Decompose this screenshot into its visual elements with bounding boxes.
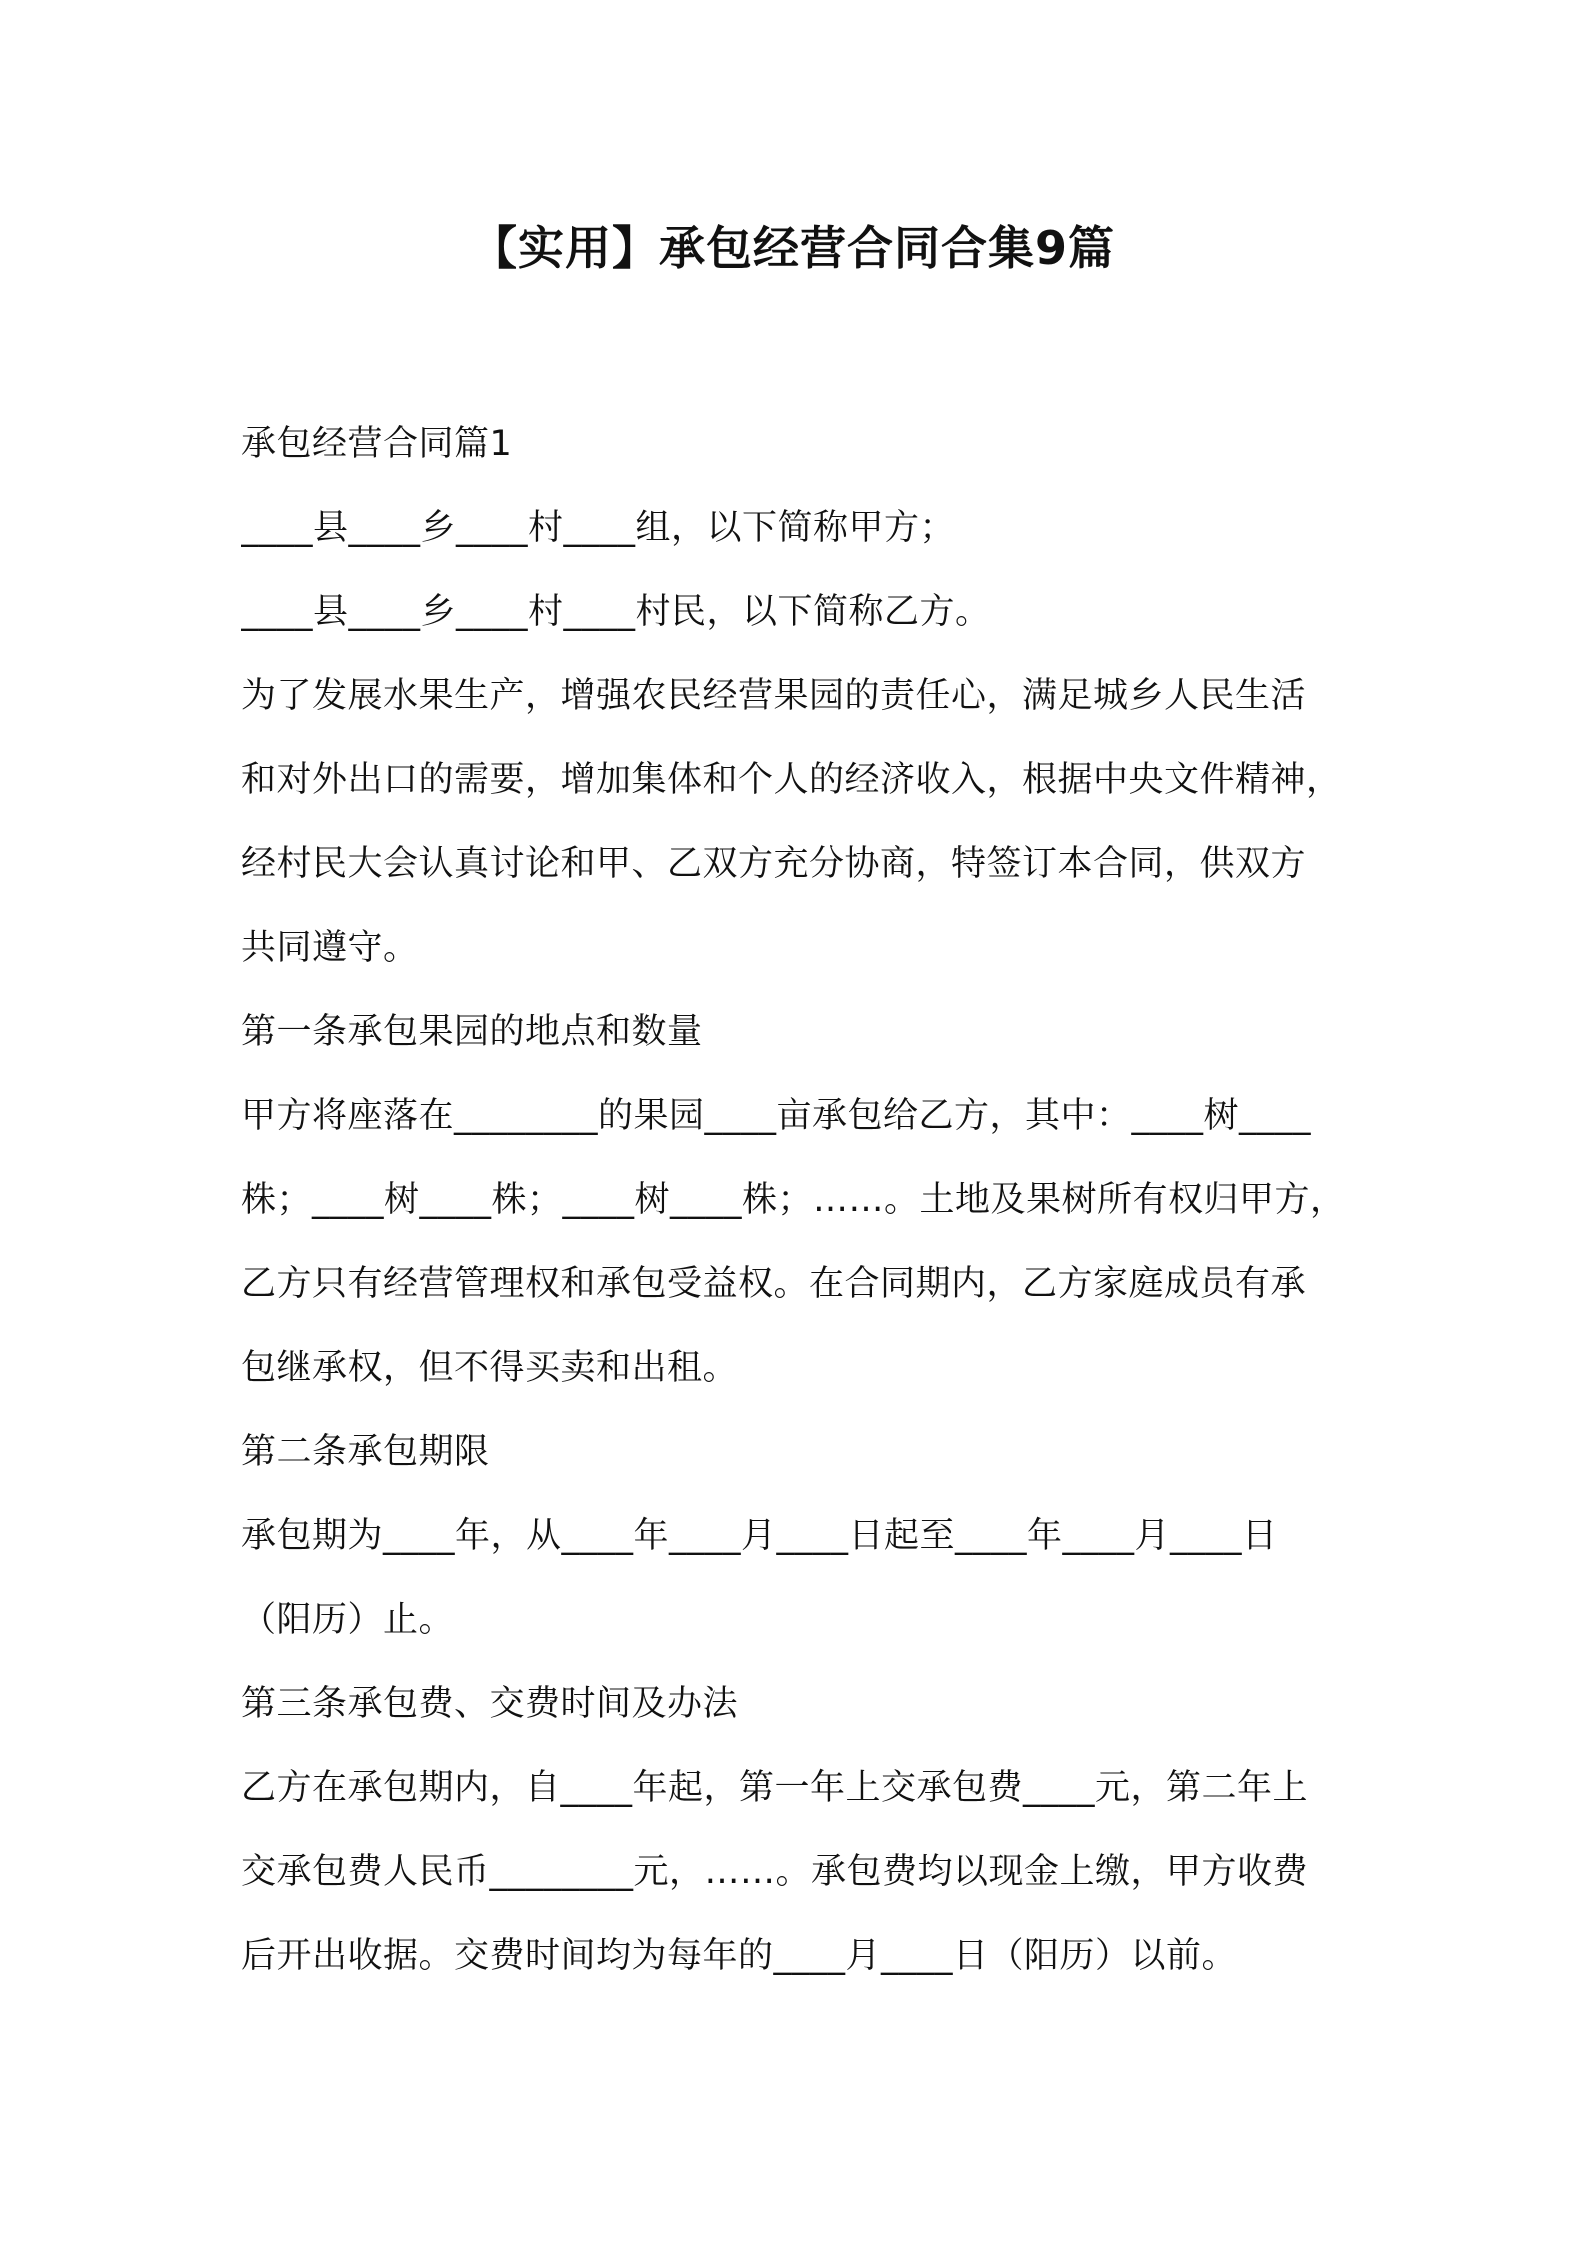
article-heading: 第三条承包费、交费时间及办法 [241,1684,739,1724]
paragraph-line: 后开出收据。交费时间均为每年的____月____日（阳历）以前。 [241,1936,1238,1976]
party-a-line: ____县____乡____村____组，以下简称甲方； [241,508,956,548]
paragraph-line: 为了发展水果生产，增强农民经营果园的责任心，满足城乡人民生活 [241,676,1307,716]
paragraph-line: 和对外出口的需要，增加集体和个人的经济收入，根据中央文件精神， [241,760,1342,800]
paragraph-line: （阳历）止。 [241,1600,455,1640]
article-heading: 第二条承包期限 [241,1432,490,1472]
paragraph-line: 承包期为____年，从____年____月____日起至____年____月____日 [241,1516,1278,1556]
section-heading: 承包经营合同篇1 [241,424,513,464]
paragraph-line: 乙方在承包期内，自____年起，第一年上交承包费____元，第二年上 [241,1768,1309,1808]
paragraph-line: 包继承权，但不得买卖和出租。 [241,1348,739,1388]
paragraph-line: 株；____树____株；____树____株；……。土地及果树所有权归甲方， [241,1180,1346,1220]
article-heading: 第一条承包果园的地点和数量 [241,1012,703,1052]
paragraph-line: 甲方将座落在________的果园____亩承包给乙方，其中：____树____ [241,1096,1312,1136]
paragraph-line: 经村民大会认真讨论和甲、乙双方充分协商，特签订本合同，供双方 [241,844,1307,884]
paragraph-line: 交承包费人民币________元，……。承包费均以现金上缴，甲方收费 [241,1852,1309,1892]
paragraph-line: 共同遵守。 [241,928,419,968]
document-title: 【实用】承包经营合同合集9篇 [470,221,1115,275]
document-body [241,402,1356,1998]
paragraph-line: 乙方只有经营管理权和承包受益权。在合同期内，乙方家庭成员有承 [241,1264,1307,1304]
party-b-line: ____县____乡____村____村民，以下简称乙方。 [241,592,991,632]
